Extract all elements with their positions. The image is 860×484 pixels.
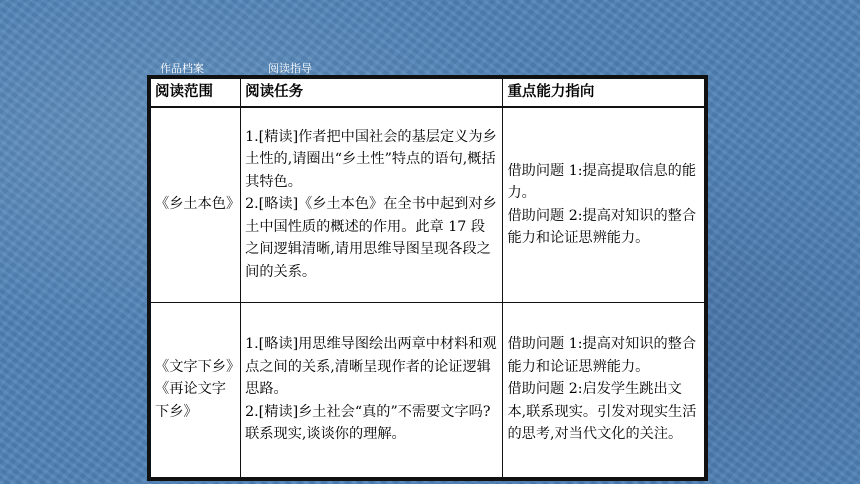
ability-item: 借助问题 1:提高对知识的整合能力和论证思辨能力。 [507, 336, 697, 375]
reading-scope-cell: 《文字下乡》《再论文字下乡》 [151, 302, 241, 477]
table-row [151, 107, 705, 303]
table-row [151, 302, 705, 477]
header-reading-scope: 阅读范围 [151, 79, 241, 107]
task-item: 2.[精读]乡土社会“真的”不需要文字吗?联系现实,谈谈你的理解。 [245, 403, 491, 443]
abilities-cell [503, 107, 705, 303]
tab-work-profile[interactable]: 作品档案 [160, 62, 204, 75]
header-key-abilities: 重点能力指向 [503, 79, 705, 107]
reading-scope-cell: 《乡土本色》 [151, 107, 241, 303]
ability-item: 借助问题 2:启发学生跳出文本,联系现实。引发对现实生活的思考,对当代文化的关注。 [507, 381, 697, 443]
ability-item: 借助问题 1:提高提取信息的能力。 [507, 162, 697, 201]
header-reading-tasks: 阅读任务 [241, 79, 503, 107]
task-item: 1.[精读]作者把中国社会的基层定义为乡土性的,请圈出“乡土性”特点的语句,概括其特色。 [245, 128, 497, 190]
ability-item: 借助问题 2:提高对知识的整合能力和论证思辨能力。 [507, 207, 697, 246]
task-item: 1.[略读]用思维导图绘出两章中材料和观点之间的关系,清晰呈现作者的论证逻辑思路。 [245, 336, 497, 398]
table-header-row [151, 79, 705, 107]
reading-tasks-cell [241, 302, 503, 477]
reading-guide-table [150, 78, 705, 478]
reading-tasks-cell [241, 107, 503, 303]
abilities-cell [503, 302, 705, 477]
tab-reading-guide[interactable]: 阅读指导 [268, 62, 312, 75]
task-item: 2.[略读]《乡土本色》在全书中起到对乡土中国性质的概述的作用。此章 17 段之间逻辑清晰,请用思维导图呈现各段之间的关系。 [245, 196, 497, 280]
